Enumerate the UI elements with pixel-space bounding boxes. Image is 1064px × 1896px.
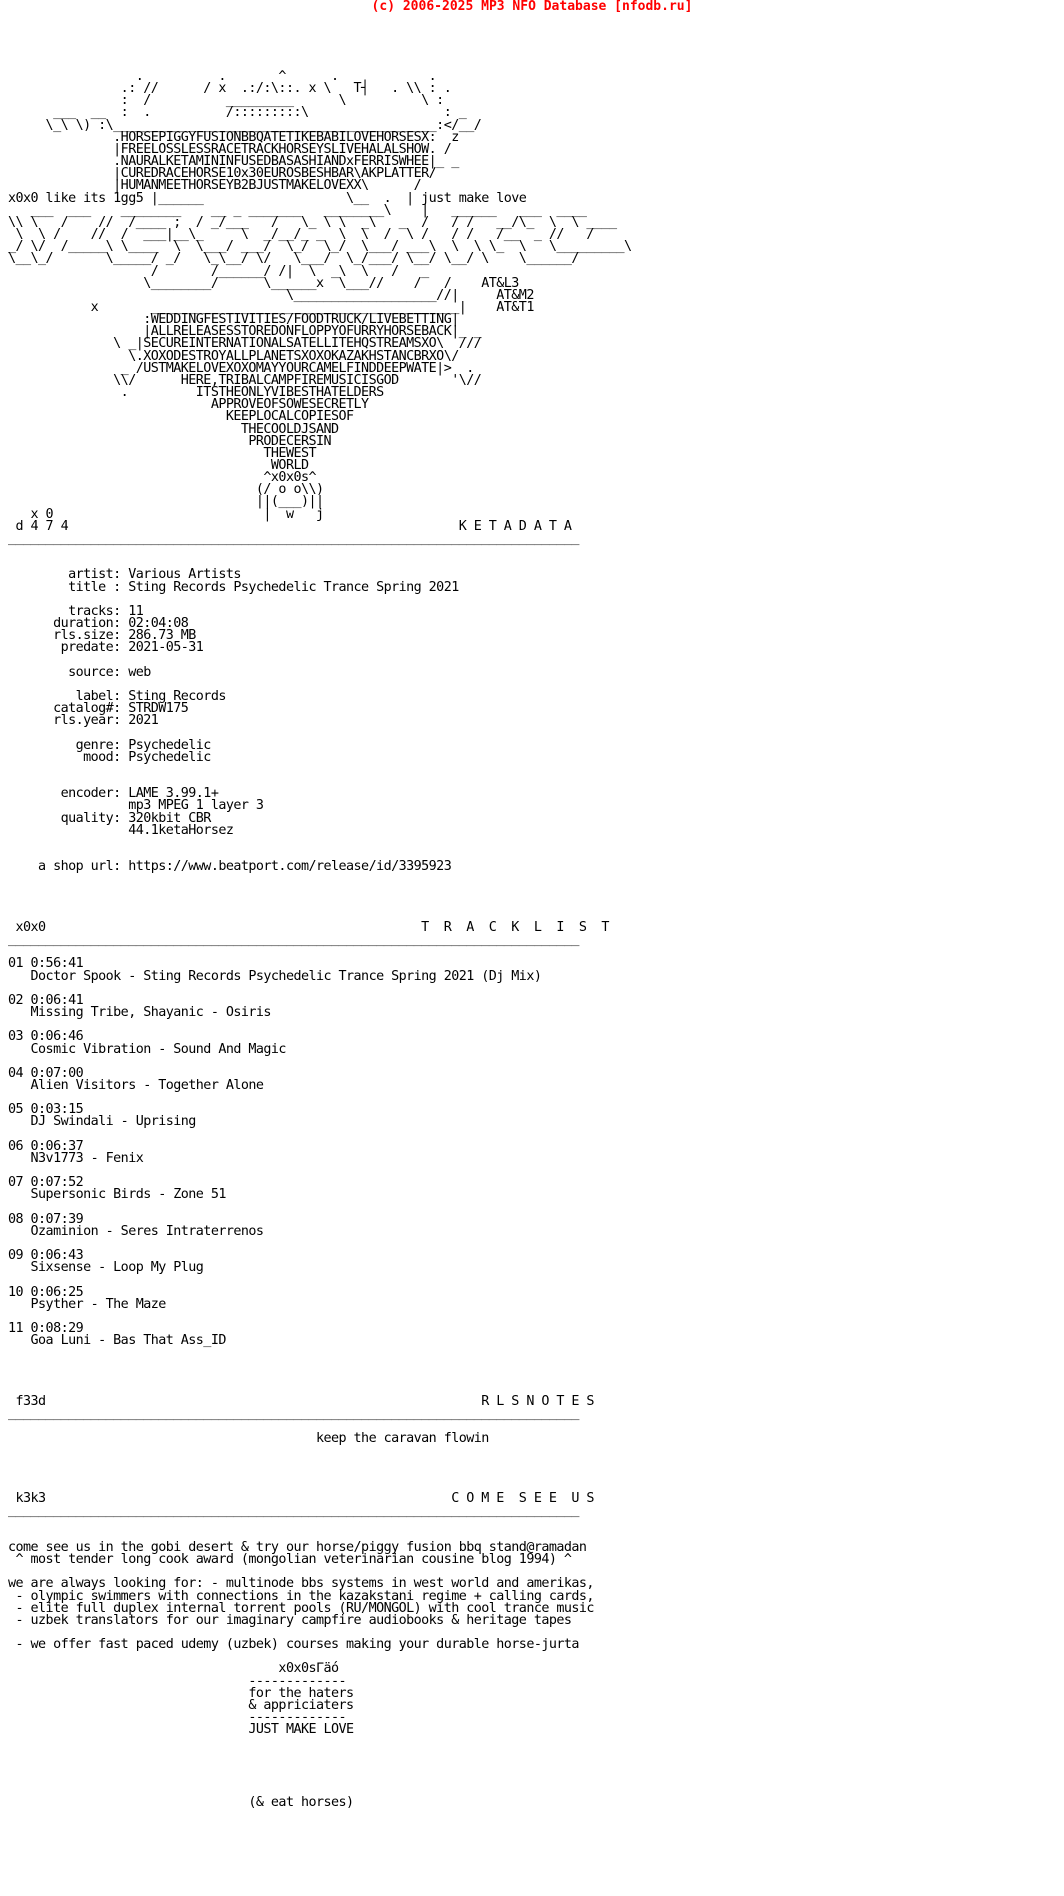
copyright-header bbox=[0, 0, 1064, 13]
nfodb-link[interactable]: (c) 2006-2025 MP3 NFO Database [nfodb.ru] bbox=[371, 0, 693, 14]
nfo-text: . . ^ . . .: // / x .:/:\::. x \ T┤ . \\ : . : / _________ \ \ : ___ __ : . /:::::::::\ : _ \_\ \) :\___________________________________________:</__/ .HORSEPIGGYFUSIONBBQATETIKEBABILOVEHORSESX: z |FREELOSSLESSRACETRACKHORSEYSLIVEHALALSHOW. / .NAURALKETAMININFUSEDBASASHIANDxFERRISWHEE|_ _ |CUREDRACEHORSE10x30EUROSBESHBAR\AKPLATTER/ |HUMANMEETHORSEYB2BJUSTMAKELOVEXX\ / x0x0 like its 1gg5 |______ \__ . | just make love ___ ___ ________ __ _ _______ ________\ | ______ ___ ____ \\ \ / // /____ ; / _/___ / \_ \ \ _\ _ / / / __/\_ \ \ ____ \ \ / // / ___|__\_ \ _/__/_ _ \ \ / \ / / / /__ _ // / _/ \/ /_____\ \____ \ \___/ ___/ \_/ \_/ \___/ ___\ \ \ \_ \ \_________\ \__\_/ \_____/ _/ \_\__/ \/ \___/ \_/___/ \__/ \__/ \ \______/ / /______/ /| \ _\ \ / _ \________/ \______x \___// / / AT&L3 \___________________//| AT&M2 x _________________________________________| AT&T1 :WEDDINGFESTIVITIES/FOODTRUCK/LIVEBETTING| |ALLRELEASESSTOREDONFLOPPYOFURRYHORSEBACK|_ _ \ _|SECUREINTERNATIONALSATELLITEHQSTREAMSXO\ /// \.XOXODESTROYALLPLANETSXOXOKAZAKHSTANCBRXO\/ _ /USTMAKELOVEXOXOMAYYOURCAMELFINDDEEPWATE|> . \\/ HERE,TRIBALCAMPFIREMUSICISGOD '\// . ITSTHEONLYVIBESTHATELDERS APPROVEOFSOWESECRETLY KEEPLOCALCOPIESOF THECOOLDJSAND PRODECERSIN THEWEST WORLD ^x0x0s^ (/ o o\\) ||(___)|| x 0 | w j d 4 7 4 K E T A D A T A ____________________________________________________________________________ artist: Various Artists title : Sting Records Psychedelic Trance Spring 2021 tracks: 11 duration: 02:04:08 rls.size: 286.73 MB predate: 2021-05-31 source: web label: Sting Records catalog#: STRDW175 rls.year: 2021 genre: Psychedelic mood: Psychedelic encoder: LAME 3.99.1+ mp3 MPEG 1 layer 3 quality: 320kbit CBR 44.1ketaHorsez a shop url: https://www.beatport.com/release/id/3395923 x0x0 T R A C K L I S T ____________________________________________________________________________ 01 0:56:41 Doctor Spook - Sting Records Psychedelic Trance Spring 2021 (Dj Mix) 02 0:06:41 Missing Tribe, Shayanic - Osiris 03 0:06:46 Cosmic Vibration - Sound And Magic 04 0:07:00 Alien Visitors - Together Alone 05 0:03:15 DJ Swindali - Uprising 06 0:06:37 N3v1773 - Fenix 07 0:07:52 Supersonic Birds - Zone 51 08 0:07:39 Ozaminion - Seres Intraterrenos 09 0:06:43 Sixsense - Loop My Plug 10 0:06:25 Psyther - The Maze 11 0:08:29 Goa Luni - Bas That Ass_ID f33d R L S N O T E S ____________________________________________________________________________ keep the caravan flowin k3k3 C O M E S E E U S ____________________________________________________________________________ come see us in the gobi desert & try our horse/piggy fusion bbq stand@ramadan ^ most tender long cook award (mongolian veterinarian cousine blog 1994) ^ we are always looking for: - multinode bbs systems in west world and amerikas, - olympic swimmers with connections in the kazakstani regime + calling cards, - elite full duplex internal torrent pools (RU/MONGOL) with cool trance music - uzbek translators for our imaginary campfire audiobooks & heritage tapes - we offer fast paced udemy (uzbek) courses making your durable horse-jurta x0x0sΓäó ------------- for the haters & appriciaters ------------- JUST MAKE LOVE (& eat horses) bbox=[8, 69, 632, 1811]
